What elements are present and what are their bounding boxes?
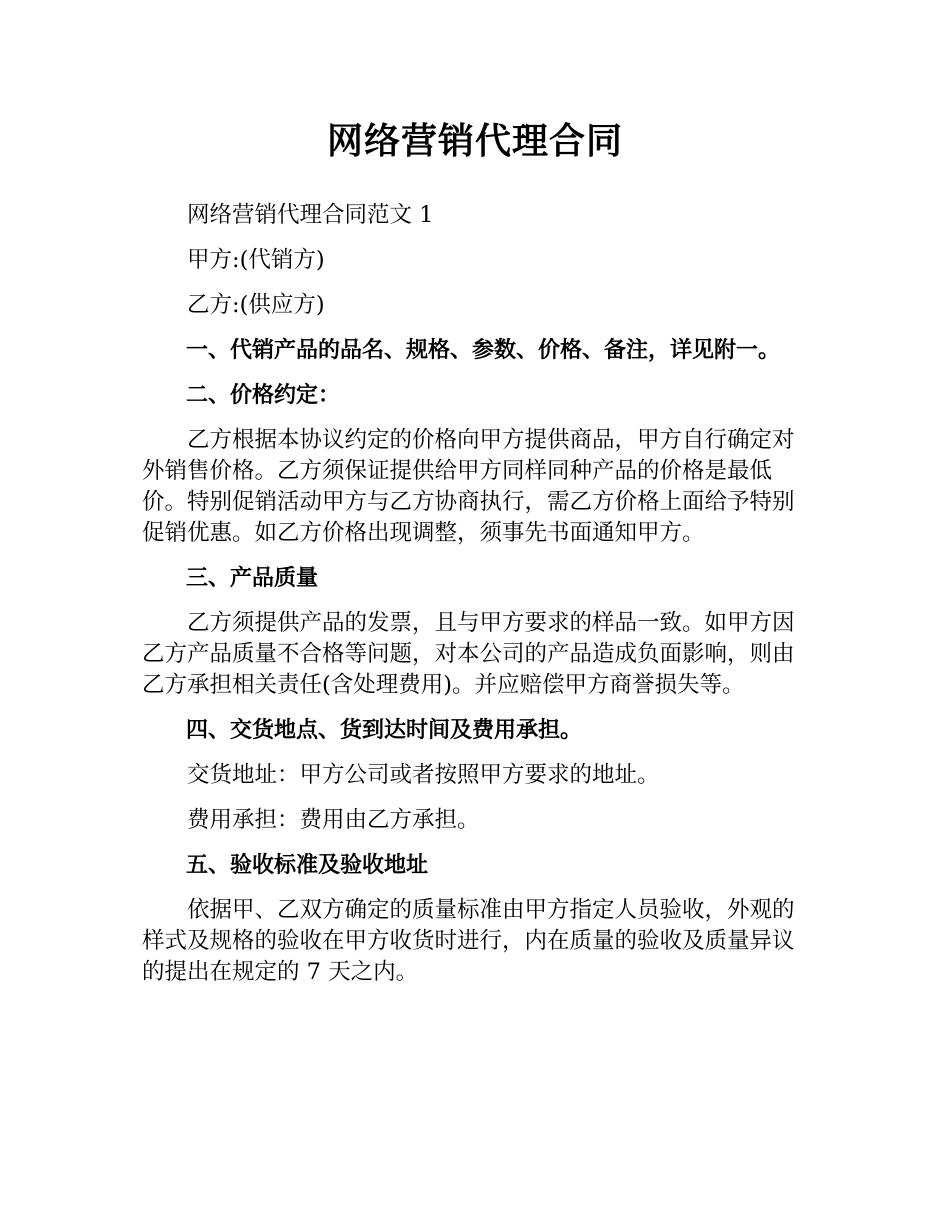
paragraph-price-terms: 乙方根据本协议约定的价格向甲方提供商品，甲方自行确定对外销售价格。乙方须保证提供给甲方同样同种产品的价格是最低价。特别促销活动甲方与乙方协商执行，需乙方价格上面给予特别促销优惠。如乙方价格出现调整，须事先书面通知甲方。 <box>142 427 795 546</box>
section-heading-1: 一、代销产品的品名、规格、参数、价格、备注，详见附一。 <box>186 338 781 363</box>
paragraph-contract-version: 网络营销代理合同范文 1 <box>187 202 434 228</box>
paragraph-party-a: 甲方:(代销方) <box>187 247 325 273</box>
paragraph-delivery-address: 交货地址：甲方公司或者按照甲方要求的地址。 <box>187 762 660 788</box>
section-heading-4: 四、交货地点、货到达时间及费用承担。 <box>186 718 583 743</box>
section-heading-3: 三、产品质量 <box>186 566 319 591</box>
section-heading-5: 五、验收标准及验收地址 <box>186 853 429 878</box>
paragraph-party-b: 乙方:(供应方) <box>187 292 325 318</box>
document-title: 网络营销代理合同 <box>326 121 623 162</box>
section-heading-2: 二、价格约定： <box>186 383 341 408</box>
paragraph-quality-terms: 乙方须提供产品的发票，且与甲方要求的样品一致。如甲方因乙方产品质量不合格等问题，对本公司的产品造成负面影响，则由乙方承担相关责任(含处理费用)。并应赔偿甲方商誉损失等。 <box>142 610 795 698</box>
paragraph-cost-bearing: 费用承担：费用由乙方承担。 <box>187 807 480 833</box>
paragraph-acceptance-terms: 依据甲、乙双方确定的质量标准由甲方指定人员验收，外观的样式及规格的验收在甲方收货时进行，内在质量的验收及质量异议的提出在规定的 7 天之内。 <box>142 897 795 985</box>
document-body <box>142 200 812 1002</box>
